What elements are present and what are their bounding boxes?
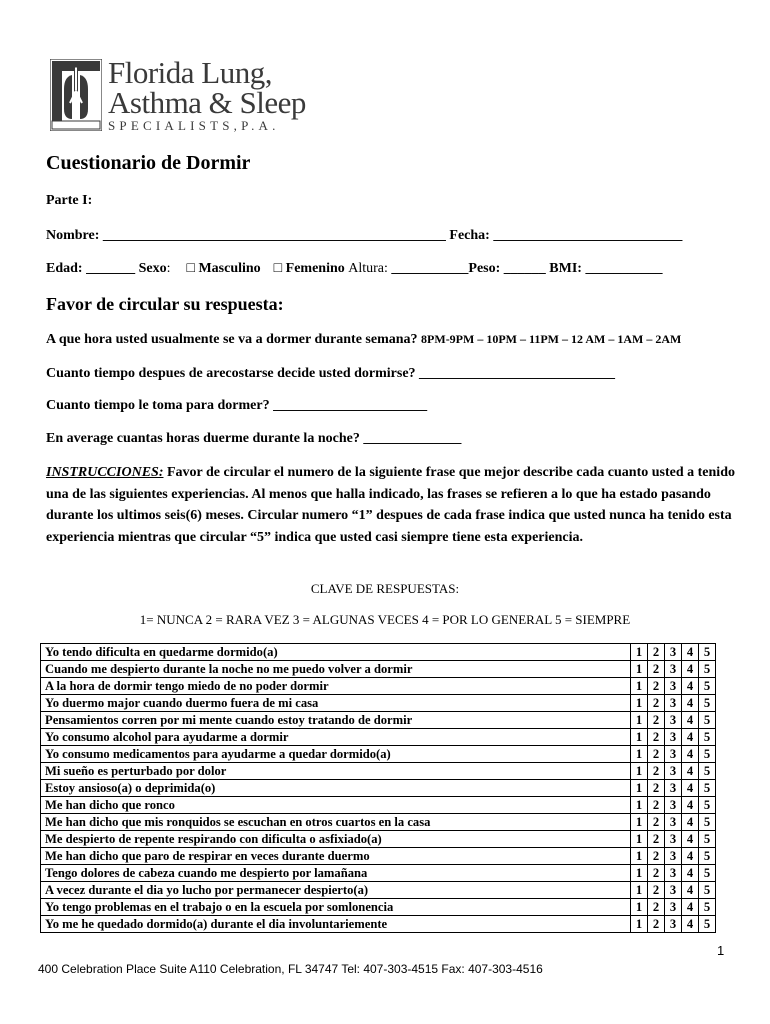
rating-option-3[interactable]: 3 — [665, 814, 682, 831]
rating-option-2[interactable]: 2 — [648, 797, 665, 814]
rating-option-1[interactable]: 1 — [631, 899, 648, 916]
question-text: Yo consumo alcohol para ayudarme a dormir — [41, 729, 631, 746]
rating-option-5[interactable]: 5 — [699, 712, 716, 729]
rating-option-4[interactable]: 4 — [682, 729, 699, 746]
rating-option-2[interactable]: 2 — [648, 848, 665, 865]
rating-option-4[interactable]: 4 — [682, 848, 699, 865]
rating-option-1[interactable]: 1 — [631, 712, 648, 729]
rating-option-1[interactable]: 1 — [631, 814, 648, 831]
rating-option-2[interactable]: 2 — [648, 695, 665, 712]
question-text: Yo tengo problemas en el trabajo o en la escuela por somlonencia — [41, 899, 631, 916]
rating-option-2[interactable]: 2 — [648, 712, 665, 729]
table-row — [41, 848, 716, 865]
rating-option-3[interactable]: 3 — [665, 780, 682, 797]
question-text: Me han dicho que ronco — [41, 797, 631, 814]
page-number: 1 — [717, 943, 725, 958]
rating-option-2[interactable]: 2 — [648, 780, 665, 797]
question-text: A la hora de dormir tengo miedo de no poder dormir — [41, 678, 631, 695]
rating-option-1[interactable]: 1 — [631, 763, 648, 780]
rating-option-2[interactable]: 2 — [648, 746, 665, 763]
rating-option-2[interactable]: 2 — [648, 763, 665, 780]
rating-option-1[interactable]: 1 — [631, 678, 648, 695]
question-text: Yo consumo medicamentos para ayudarme a quedar dormido(a) — [41, 746, 631, 763]
question-time-to-sleep[interactable]: Cuanto tiempo le toma para dormer? ______________________ — [46, 398, 428, 413]
table-row — [41, 865, 716, 882]
question-text: Me despierto de repente respirando con dificulta o asfixiado(a) — [41, 831, 631, 848]
table-row — [41, 746, 716, 763]
rating-option-5[interactable]: 5 — [699, 831, 716, 848]
sexo-colon: : — [166, 261, 171, 276]
rating-option-1[interactable]: 1 — [631, 916, 648, 933]
rating-option-5[interactable]: 5 — [699, 746, 716, 763]
rating-option-3[interactable]: 3 — [665, 865, 682, 882]
lungs-logo-icon — [50, 59, 102, 131]
edad-field[interactable]: Edad: _______ — [46, 261, 139, 276]
question-time-to-decide[interactable]: Cuanto tiempo despues de arecostarse decide usted dormirse? ____________________________ — [46, 366, 616, 381]
rating-option-4[interactable]: 4 — [682, 814, 699, 831]
footer-address: 400 Celebration Place Suite A110 Celebration, FL 34747 Tel: 407-303-4515 Fax: 407-303-4516 — [38, 962, 543, 976]
table-row — [41, 695, 716, 712]
rating-option-4[interactable]: 4 — [682, 661, 699, 678]
rating-option-4[interactable]: 4 — [682, 678, 699, 695]
question-text: Yo me he quedado dormido(a) durante el dia involuntariemente — [41, 916, 631, 933]
rating-option-3[interactable]: 3 — [665, 695, 682, 712]
rating-option-1[interactable]: 1 — [631, 831, 648, 848]
rating-option-2[interactable]: 2 — [648, 644, 665, 661]
rating-option-1[interactable]: 1 — [631, 746, 648, 763]
rating-option-4[interactable]: 4 — [682, 882, 699, 899]
question-text: Tengo dolores de cabeza cuando me despierto por lamañana — [41, 865, 631, 882]
rating-option-4[interactable]: 4 — [682, 746, 699, 763]
question-text: Yo duermo major cuando duermo fuera de mi casa — [41, 695, 631, 712]
question-bedtime — [46, 332, 681, 348]
table-row — [41, 916, 716, 933]
rating-option-2[interactable]: 2 — [648, 678, 665, 695]
rating-option-2[interactable]: 2 — [648, 814, 665, 831]
altura-label: Altura: — [348, 261, 392, 276]
table-row — [41, 644, 716, 661]
sexo-label: Sexo — [138, 261, 167, 276]
parte-label: Parte I: — [46, 193, 93, 208]
rating-option-2[interactable]: 2 — [648, 729, 665, 746]
question-text: Me han dicho que paro de respirar en veces durante duermo — [41, 848, 631, 865]
logo-line-1: Florida Lung, — [108, 55, 272, 90]
edad-sexo-row — [46, 261, 662, 277]
rating-option-2[interactable]: 2 — [648, 899, 665, 916]
rating-option-5[interactable]: 5 — [699, 763, 716, 780]
section-heading: Favor de circular su respuesta: — [46, 294, 284, 314]
rating-option-4[interactable]: 4 — [682, 712, 699, 729]
femenino-label: Femenino — [285, 261, 345, 276]
rating-option-4[interactable]: 4 — [682, 763, 699, 780]
rating-option-3[interactable]: 3 — [665, 661, 682, 678]
femenino-checkbox-icon[interactable]: □ — [273, 261, 283, 276]
rating-option-3[interactable]: 3 — [665, 746, 682, 763]
bedtime-options[interactable]: 8PM-9PM – 10PM – 11PM – 12 AM – 1AM – 2AM — [421, 332, 682, 346]
rating-option-5[interactable]: 5 — [699, 814, 716, 831]
questionnaire-table — [40, 643, 716, 933]
rating-option-5[interactable]: 5 — [699, 899, 716, 916]
altura-peso-bmi-fields[interactable]: ___________Peso: ______ BMI: ___________ — [391, 261, 663, 276]
rating-option-4[interactable]: 4 — [682, 780, 699, 797]
rating-option-3[interactable]: 3 — [665, 916, 682, 933]
rating-option-5[interactable]: 5 — [699, 848, 716, 865]
nombre-fecha-fields[interactable]: Nombre: _________________________________________________ Fecha: ___________________________ — [46, 228, 683, 243]
rating-option-1[interactable]: 1 — [631, 797, 648, 814]
rating-option-3[interactable]: 3 — [665, 644, 682, 661]
question-text: Yo tendo dificulta en quedarme dormido(a) — [41, 644, 631, 661]
company-logo — [50, 57, 310, 135]
table-row — [41, 882, 716, 899]
rating-option-2[interactable]: 2 — [648, 865, 665, 882]
rating-option-1[interactable]: 1 — [631, 661, 648, 678]
question-text: Pensamientos corren por mi mente cuando estoy tratando de dormir — [41, 712, 631, 729]
rating-option-4[interactable]: 4 — [682, 916, 699, 933]
rating-option-5[interactable]: 5 — [699, 865, 716, 882]
rating-option-3[interactable]: 3 — [665, 729, 682, 746]
question-bedtime-text: A que hora usted usualmente se va a dormer durante semana? — [46, 332, 418, 347]
rating-option-2[interactable]: 2 — [648, 882, 665, 899]
rating-option-2[interactable]: 2 — [648, 661, 665, 678]
rating-option-4[interactable]: 4 — [682, 865, 699, 882]
logo-line-3: SPECIALISTS,P.A. — [108, 118, 280, 133]
table-row — [41, 780, 716, 797]
rating-option-1[interactable]: 1 — [631, 882, 648, 899]
rating-option-5[interactable]: 5 — [699, 729, 716, 746]
table-row — [41, 729, 716, 746]
rating-option-4[interactable]: 4 — [682, 797, 699, 814]
rating-option-5[interactable]: 5 — [699, 644, 716, 661]
table-row — [41, 678, 716, 695]
table-row — [41, 763, 716, 780]
question-text: Estoy ansioso(a) o deprimida(o) — [41, 780, 631, 797]
table-row — [41, 899, 716, 916]
rating-option-5[interactable]: 5 — [699, 695, 716, 712]
rating-option-3[interactable]: 3 — [665, 882, 682, 899]
rating-option-3[interactable]: 3 — [665, 763, 682, 780]
rating-option-3[interactable]: 3 — [665, 848, 682, 865]
page-title: Cuestionario de Dormir — [46, 152, 251, 174]
rating-option-2[interactable]: 2 — [648, 916, 665, 933]
rating-option-5[interactable]: 5 — [699, 882, 716, 899]
table-row — [41, 712, 716, 729]
logo-line-2: Asthma & Sleep — [108, 85, 306, 120]
question-text: Me han dicho que mis ronquidos se escuchan en otros cuartos en la casa — [41, 814, 631, 831]
rating-option-3[interactable]: 3 — [665, 678, 682, 695]
rating-option-1[interactable]: 1 — [631, 780, 648, 797]
rating-option-4[interactable]: 4 — [682, 831, 699, 848]
rating-option-1[interactable]: 1 — [631, 729, 648, 746]
rating-option-3[interactable]: 3 — [665, 712, 682, 729]
masculino-checkbox-icon[interactable]: □ — [186, 261, 195, 276]
rating-option-3[interactable]: 3 — [665, 831, 682, 848]
rating-option-1[interactable]: 1 — [631, 695, 648, 712]
rating-option-5[interactable]: 5 — [699, 916, 716, 933]
instructions-text: Favor de circular el numero de la siguiente frase que mejor describe cada cuanto usted a tenido una de las siguientes experiencias. Al menos que halla indicado, las frases se refieren a lo que ha estado pasando durante los ultimos seis(6) meses. Circular numero “1” despues de cada frase indica que usted nunca ha tenido esta experiencia mientras que circular “5” indica que usted casi siempre tiene esta experiencia. — [46, 465, 735, 545]
rating-option-1[interactable]: 1 — [631, 644, 648, 661]
answer-key-title: CLAVE DE RESPUESTAS: — [310, 581, 460, 596]
answer-key-scale: 1= NUNCA 2 = RARA VEZ 3 = ALGUNAS VECES 4 = POR LO GENERAL 5 = SIEMPRE — [139, 612, 631, 627]
rating-option-4[interactable]: 4 — [682, 899, 699, 916]
rating-option-5[interactable]: 5 — [699, 780, 716, 797]
rating-option-5[interactable]: 5 — [699, 678, 716, 695]
rating-option-4[interactable]: 4 — [682, 695, 699, 712]
rating-option-1[interactable]: 1 — [631, 865, 648, 882]
rating-option-1[interactable]: 1 — [631, 848, 648, 865]
table-row — [41, 797, 716, 814]
table-row — [41, 814, 716, 831]
table-row — [41, 831, 716, 848]
table-row — [41, 661, 716, 678]
rating-option-3[interactable]: 3 — [665, 797, 682, 814]
rating-option-5[interactable]: 5 — [699, 661, 716, 678]
instructions — [46, 462, 736, 548]
rating-option-2[interactable]: 2 — [648, 831, 665, 848]
question-text: A vecez durante el dia yo lucho por permanecer despierto(a) — [41, 882, 631, 899]
question-text: Cuando me despierto durante la noche no me puedo volver a dormir — [41, 661, 631, 678]
instructions-label: INSTRUCCIONES: — [46, 465, 164, 480]
masculino-label: Masculino — [198, 261, 261, 276]
question-hours-slept[interactable]: En average cuantas horas duerme durante la noche? ______________ — [46, 431, 462, 446]
rating-option-3[interactable]: 3 — [665, 899, 682, 916]
question-text: Mi sueño es perturbado por dolor — [41, 763, 631, 780]
rating-option-5[interactable]: 5 — [699, 797, 716, 814]
rating-option-4[interactable]: 4 — [682, 644, 699, 661]
